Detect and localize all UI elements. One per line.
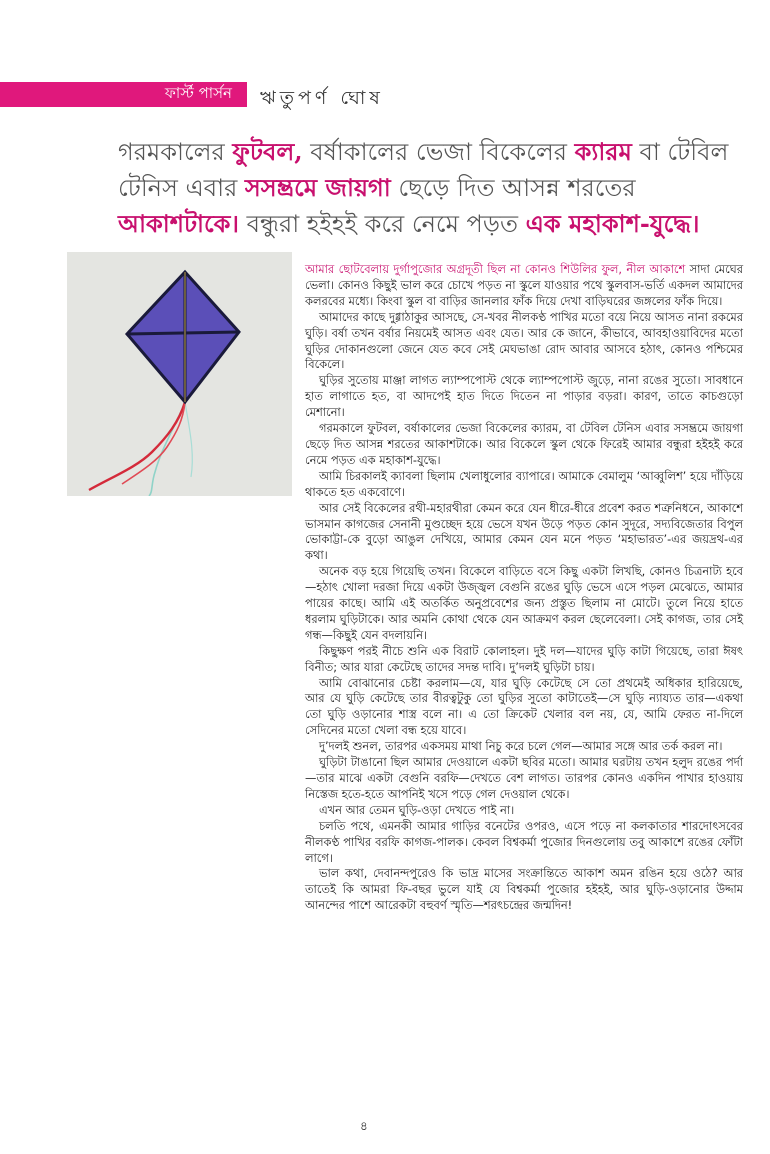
section-banner — [0, 82, 247, 107]
lead-text: ছেড়ে দিত আসন্ন শরতের — [390, 174, 636, 202]
article-paragraph: অনেক বড় হয়ে গিয়েছি তখন। বিকেলে বাড়িতে বসে কিছু একটা লিখছি, কোনও চিত্রনাট্য হবে—হঠাৎ খোলা দরজা দিয়ে একটা উজ্জ্বল বেগুনি রঙের ঘুড়ি ভেসে এসে পড়ল মেঝেতে, আমার পায়ের কাছে। আমি এই অতর্কিত অনুপ্রবেশের জন্য প্রস্তুত ছিলাম না মোটে। তুলে নিয়ে হাতে ধরলাম ঘুড়িটাকে। আর অমনি কোথা থেকে যেন আক্রমণ করল ছেলেবেলা। সেই কাগজ, তার সেই গন্ধ—কিছুই যেন বদলায়নি। — [305, 564, 743, 642]
article-paragraph: চলতি পথে, এমনকী আমার গাড়ির বনেটের ওপরও, এসে পড়ে না কলকাতার শারদোৎসবের নীলকণ্ঠ পাখির বরফি কাগজ-পালক। কেবল বিশ্বকর্মা পুজোর দিনগুলোয় তবু আকাশে রঙের ফোঁটা লাগে। — [305, 818, 743, 865]
article-paragraph: গরমকালে ফুটবল, বর্ষাকালের ভেজা বিকেলের ক্যারম, বা টেবিল টেনিস এবার সসম্ভ্রমে জায়গা ছেড়ে দিত আসন্ন শরতের আকাশটাকে। আর বিকেলে স্কুল থেকে ফিরেই আমার বন্ধুরা হইহই করে নেমে পড়ত এক মহাকাশ-যুদ্ধে। — [305, 421, 743, 467]
article-paragraph: আমি বোঝানোর চেষ্টা করলাম—যে, যার ঘুড়ি কেটেছে সে তো প্রথমেই অধিকার হারিয়েছে, আর যে ঘুড়ি কেটেছে তার বীরত্বটুকু তো ঘুড়ির সুতো কাটাতেই—সে ঘুড়ি ন্যায্যত তার—একথা তো ঘুড়ি ওড়ানোর শাস্ত্র বলে না। এ তো ক্রিকেট খেলার বল নয়, যে, আমি ফেরত না-দিলে সেদিনের মতো খেলা বন্ধ হয়ে যাবে। — [305, 675, 743, 738]
article-paragraph-intro — [305, 262, 743, 310]
kite-icon — [67, 252, 292, 496]
article-paragraph: এখন আর তেমন ঘুড়ি-ওড়া দেখতে পাই না। — [319, 802, 515, 817]
lead-highlight: ক্যারম — [574, 137, 632, 166]
kite-illustration — [67, 252, 292, 496]
lead-text: বন্ধুরা হইহই করে নেমে পড়ত — [239, 210, 526, 238]
article-paragraph: আর সেই বিকেলের রথী-মহারথীরা কেমন করে যেন ধীরে-ধীরে প্রবেশ করত শত্রুনিধনে, আকাশে ভাসমান কাগজের সেনানী মুণ্ডচ্ছেদ হয়ে ভেসে যখন উড়ে পড়ত কোন সুদূরে, সদ্যবিজেতার বিপুল ভোকাট্টা-কে বুড়ো আঙুল দেখিয়ে, আমার কেমন যেন মনে পড়ত ‘মহাভারত’-এর জয়দ্রথ-এর কথা। — [305, 500, 743, 563]
lead-highlight: আকাশটাকে। — [118, 209, 239, 238]
article-body — [305, 262, 743, 914]
section-label: ফার্স্ট পার্সন — [164, 84, 232, 102]
article-paragraph: ঘুড়িটা টাঙানো ছিল আমার দেওয়ালে একটা ছবির মতো। আমার ঘরটায় তখন হলুদ রঙের পর্দা—তার মাঝে একটা বেগুনি বরফি—দেখতে বেশ লাগত। তারপর কোনও একদিন পাখার হাওয়ায় নিস্তেজ হতে-হতে আপনিই খসে পড়ে গেল দেওয়াল থেকে। — [305, 755, 743, 801]
page-number: ৪ — [360, 1119, 368, 1133]
article-paragraph: দু’দলই শুনল, তারপর একসময় মাথা নিচু করে চলে গেল—আমার সঙ্গে আর তর্ক করল না। — [319, 739, 723, 754]
author-name: ঋতুপর্ণ ঘোষ — [260, 87, 384, 109]
article-paragraph: ভাল কথা, দেবানন্দপুরেও কি ভাদ্র মাসের সংক্রান্তিতে আকাশ অমন রঙিন হয়ে ওঠে? আর তাতেই কি আমরা ফি-বছর ভুলে যাই যে বিশ্বকর্মা পুজোর হইহই, আর ঘুড়ি-ওড়ানোর উদ্দাম আনন্দের পাশে আরেকটা বহুবর্ণ স্মৃতি—শরৎচন্দ্রের জন্মদিন! — [305, 866, 743, 913]
intro-rest: সাদা মেঘের ভেলা। কোনও কিছুই ভাল করে চোখে পড়ত না স্কুলে যাওয়ার পথে স্কুলবাস-ভর্তি একদল আমাদের কলরবের মধ্যে। কিংবা স্কুল বা বাড়ির জানলার ফাঁক দিয়ে দেখা বাড়িঘরের জঙ্গলের ফাঁক দিয়ে। — [305, 262, 743, 308]
article-paragraph: আমাদের কাছে দুগ্গাঠাকুর আসছে, সে-খবর নীলকণ্ঠ পাখির মতো বয়ে নিয়ে আসত নানা রকমের ঘুড়ি। বর্ষা তখন বর্ষার নিয়মেই আসত এবং যেত। আর কে জানে, কীভাবে, আবহাওয়াবিদের মতো ঘুড়ির দোকানগুলো জেনে যেত কবে সেই মেঘভাঙা রোদ আবার আসবে হঠাৎ, কোনও পশ্চিমের বিকেলে। — [305, 309, 743, 372]
intro-highlight: আমার ছোটবেলায় দুর্গাপুজোর অগ্রদূতী ছিল না কোনও শিউলির ফুল, নীল আকাশে — [305, 262, 686, 276]
lead-highlight: ফুটবল, — [232, 137, 303, 166]
article-paragraph: আমি চিরকালই ক্যাবলা ছিলাম খেলাধুলোর ব্যাপারে। আমাকে বেমালুম ‘আব্বুলিশ’ হয়ে দাঁড়িয়ে থাকতে হত একবোণে। — [305, 468, 743, 499]
lead-text: বা টেবিল টেনিস এবার — [118, 138, 729, 202]
lead-paragraph — [118, 134, 758, 242]
lead-text: গরমকালের — [118, 138, 233, 166]
lead-highlight: এক মহাকাশ-যুদ্ধে। — [525, 209, 700, 238]
article-paragraph: ঘুড়ির সুতোয় মাঞ্জা লাগত ল্যাম্পপোস্ট থেকে ল্যাম্পপোস্ট জুড়ে, নানা রঙের সুতো। সাবধানে হাত লাগাতে হত, বা আদপেই হাত দিতে দিতেন না পাড়ার বড়রা। কারণ, তাতে কাচগুড়ো মেশানো। — [305, 373, 743, 420]
article-paragraph: কিছুক্ষণ পরই নীচে শুনি এক বিরাট কোলাহল। দুই দল—যাদের ঘুড়ি কাটা গিয়েছে, তারা ঈষৎ বিনীত; আর যারা কেটেছে তাদের সদন্ত দাবি। দু’দলই ঘুড়িটা চায়। — [305, 643, 743, 674]
lead-text: বর্ষাকালের ভেজা বিকেলের — [302, 138, 575, 166]
lead-highlight: সসম্ভ্রমে জায়গা — [244, 173, 391, 202]
